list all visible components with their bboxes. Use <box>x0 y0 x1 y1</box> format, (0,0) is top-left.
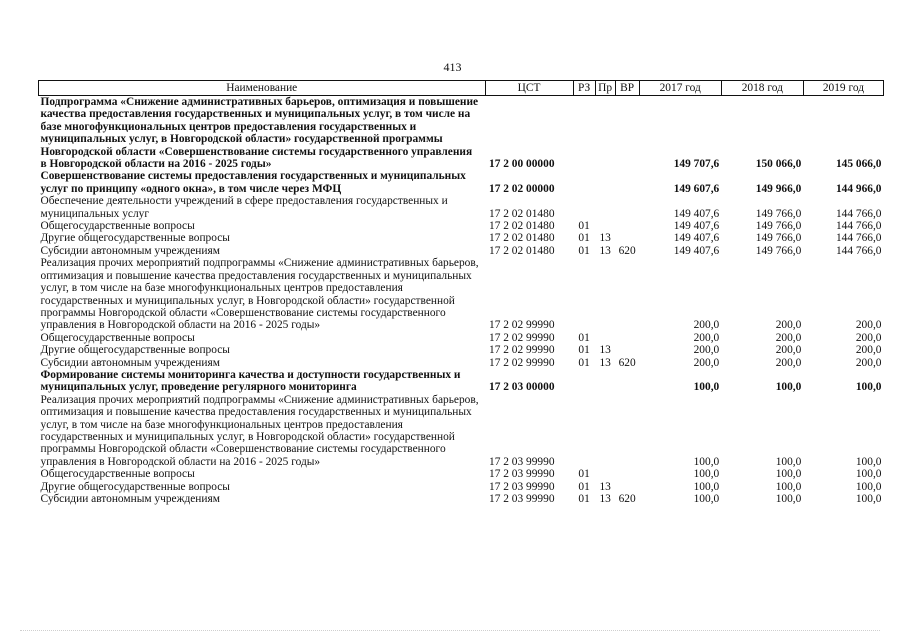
row-cst-cell: 17 2 02 99990 <box>489 344 555 357</box>
row-2018-cell: 100,0 <box>775 381 802 394</box>
row-2017-cell: 149 407,6 <box>673 244 720 257</box>
row-rz-cell: 01 <box>578 356 590 369</box>
header-2017: 2017 год <box>639 81 721 96</box>
row-name-cell: Другие общегосударственные вопросы <box>40 480 230 493</box>
row-cst-cell: 17 2 02 01480 <box>489 232 555 245</box>
row-rz-cell: 01 <box>578 331 590 344</box>
table-row <box>39 468 884 480</box>
table-row <box>39 245 884 257</box>
row-2019-cell: 100,0 <box>855 480 882 493</box>
row-name-cell: Субсидии автономным учреждениям <box>40 244 220 257</box>
header-2019: 2019 год <box>803 81 883 96</box>
row-name-cell: Общегосударственные вопросы <box>40 220 195 233</box>
table-row <box>39 195 884 220</box>
row-pr-cell <box>595 96 615 171</box>
row-pr-cell: 13 <box>599 344 611 357</box>
table-body <box>39 96 884 506</box>
row-2019-cell: 100,0 <box>855 493 882 505</box>
table-row <box>39 357 884 369</box>
row-name-cell: Совершенствование системы предоставления государственных и муниципальных услуг по принципу «одного окна», в том числе через МФЦ <box>40 170 466 195</box>
row-cst-cell: 17 2 03 99990 <box>489 480 555 493</box>
row-2019-cell: 200,0 <box>855 344 882 357</box>
row-name-cell: Субсидии автономным учреждениям <box>40 356 220 369</box>
row-2017-cell: 200,0 <box>693 356 720 369</box>
row-vr-cell: 620 <box>618 244 636 257</box>
row-pr-cell <box>595 394 615 468</box>
row-cst-cell: 17 2 02 00000 <box>489 182 555 195</box>
row-vr-cell <box>615 232 639 244</box>
row-cst-cell: 17 2 03 00000 <box>489 381 555 394</box>
row-rz-cell: 01 <box>578 344 590 357</box>
row-2018-cell: 150 066,0 <box>755 158 802 171</box>
row-2017-cell: 100,0 <box>693 480 720 493</box>
row-name-cell: Другие общегосударственные вопросы <box>40 232 230 245</box>
row-rz-cell: 01 <box>578 493 590 505</box>
row-pr-cell: 13 <box>599 244 611 257</box>
table-row <box>39 344 884 356</box>
row-2019-cell: 145 066,0 <box>835 158 882 171</box>
row-vr-cell <box>615 195 639 220</box>
row-vr-cell: 620 <box>618 356 636 369</box>
row-cst-cell: 17 2 02 01480 <box>489 207 555 220</box>
page-number: 413 <box>443 60 462 74</box>
row-2018-cell: 100,0 <box>775 493 802 505</box>
row-cst-cell: 17 2 03 99990 <box>489 468 555 481</box>
row-2017-cell: 149 607,6 <box>673 182 720 195</box>
row-vr-cell <box>615 468 639 480</box>
row-pr-cell: 13 <box>599 356 611 369</box>
row-2018-cell: 200,0 <box>775 344 802 357</box>
row-2018-cell: 149 966,0 <box>755 182 802 195</box>
row-rz-cell: 01 <box>578 244 590 257</box>
row-cst-cell: 17 2 03 99990 <box>489 455 555 468</box>
row-name-cell: Формирование системы мониторинга качества и доступности государственных и муниципальных услуг, проведение регулярного мониторинга <box>40 368 461 394</box>
row-2019-cell: 200,0 <box>855 356 882 369</box>
table-row <box>39 481 884 493</box>
header-name: Наименование <box>39 81 486 96</box>
row-2019-cell: 144 766,0 <box>835 244 882 257</box>
row-vr-cell <box>615 481 639 493</box>
budget-table <box>38 80 884 505</box>
row-pr-cell <box>595 170 615 195</box>
row-rz-cell <box>573 257 595 331</box>
row-2019-cell: 200,0 <box>855 319 882 332</box>
row-2018-cell: 100,0 <box>775 455 802 468</box>
row-pr-cell <box>595 369 615 394</box>
row-rz-cell <box>573 394 595 468</box>
table-row <box>39 369 884 394</box>
header-pr: Пр <box>595 81 615 96</box>
header-cst: ЦСТ <box>485 81 573 96</box>
row-cst-cell: 17 2 02 99990 <box>489 331 555 344</box>
row-2018-cell: 200,0 <box>775 356 802 369</box>
row-2017-cell: 100,0 <box>693 468 720 481</box>
row-pr-cell <box>595 468 615 480</box>
row-name-cell: Другие общегосударственные вопросы <box>40 344 230 357</box>
row-name-cell: Реализация прочих мероприятий подпрограммы «Снижение административных барьеров, оптимизация и повышение качества предоставления государственных и муниципальных услуг, в том числе на базе многофункциональных центров предоставления государственных и муниципальных услуг, в Новгородской области» государственной программы Новгородской области «Совершенствование системы государственного управления в Новгородской области на 2016 - 2025 годы» <box>40 257 479 332</box>
row-2018-cell: 149 766,0 <box>755 207 802 220</box>
row-vr-cell <box>615 257 639 331</box>
table-row <box>39 232 884 244</box>
row-name-cell: Общегосударственные вопросы <box>40 468 195 481</box>
table-row <box>39 96 884 171</box>
row-2019-cell: 144 766,0 <box>835 207 882 220</box>
table-header <box>39 81 884 96</box>
row-pr-cell: 13 <box>599 480 611 493</box>
row-2017-cell: 149 707,6 <box>673 158 720 171</box>
row-cst-cell: 17 2 02 99990 <box>489 319 555 332</box>
row-2018-cell: 100,0 <box>775 468 802 481</box>
row-2017-cell: 149 407,6 <box>673 207 720 220</box>
row-2018-cell: 100,0 <box>775 480 802 493</box>
row-rz-cell: 01 <box>578 232 590 245</box>
row-vr-cell: 620 <box>618 493 636 505</box>
table-row <box>39 170 884 195</box>
table-row <box>39 493 884 505</box>
row-2017-cell: 200,0 <box>693 319 720 332</box>
row-pr-cell <box>595 195 615 220</box>
row-2018-cell: 149 766,0 <box>755 244 802 257</box>
row-2017-cell: 100,0 <box>693 455 720 468</box>
row-rz-cell: 01 <box>578 220 590 233</box>
header-row <box>39 81 884 96</box>
header-vr: ВР <box>615 81 639 96</box>
row-2019-cell: 100,0 <box>855 468 882 481</box>
row-cst-cell: 17 2 02 01480 <box>489 220 555 233</box>
row-vr-cell <box>615 344 639 356</box>
table-row <box>39 220 884 232</box>
scan-artifact-line <box>20 630 880 632</box>
row-rz-cell: 01 <box>578 468 590 481</box>
header-rz: РЗ <box>573 81 595 96</box>
row-cst-cell: 17 2 02 99990 <box>489 356 555 369</box>
row-cst-cell: 17 2 03 99990 <box>489 493 555 505</box>
row-2017-cell: 100,0 <box>693 381 720 394</box>
row-rz-cell: 01 <box>578 480 590 493</box>
row-pr-cell: 13 <box>599 493 611 505</box>
row-2018-cell: 200,0 <box>775 331 802 344</box>
header-2018: 2018 год <box>721 81 803 96</box>
row-name-cell: Общегосударственные вопросы <box>40 331 195 344</box>
row-2017-cell: 200,0 <box>693 344 720 357</box>
row-name-cell: Обеспечение деятельности учреждений в сфере предоставления государственных и муниципальных услуг <box>40 195 448 220</box>
row-cst-cell: 17 2 00 00000 <box>489 158 555 171</box>
row-cst-cell: 17 2 02 01480 <box>489 244 555 257</box>
row-pr-cell <box>595 257 615 331</box>
row-rz-cell <box>573 96 595 171</box>
row-2017-cell: 149 407,6 <box>673 232 720 245</box>
row-rz-cell <box>573 170 595 195</box>
row-rz-cell <box>573 369 595 394</box>
row-rz-cell <box>573 195 595 220</box>
table-row <box>39 394 884 468</box>
row-2019-cell: 144 766,0 <box>835 232 882 245</box>
row-vr-cell <box>615 96 639 171</box>
row-vr-cell <box>615 170 639 195</box>
row-vr-cell <box>615 394 639 468</box>
row-2018-cell: 149 766,0 <box>755 232 802 245</box>
row-vr-cell <box>615 332 639 344</box>
row-name-cell: Подпрограмма «Снижение административных барьеров, оптимизация и повышение качества предоставления государственных и муниципальных услуг, в том числе на базе многофункциональных центров предоставления государственных и муниципальных услуг, в Новгородской области» государственной программы Новгородской области «Совершенствование системы государственного управления в Новгородской области на 2016 - 2025 годы» <box>40 96 479 171</box>
table-row <box>39 257 884 331</box>
row-name-cell: Субсидии автономным учреждениям <box>40 493 220 505</box>
row-pr-cell: 13 <box>599 232 611 245</box>
row-name-cell: Реализация прочих мероприятий подпрограммы «Снижение административных барьеров, оптимизация и повышение качества предоставления государственных и муниципальных услуг, в том числе на базе многофункциональных центров предоставления государственных и муниципальных услуг, в Новгородской области» государственной программы Новгородской области «Совершенствование системы государственного управления в Новгородской области на 2016 - 2025 годы» <box>40 393 479 468</box>
row-2019-cell: 144 766,0 <box>835 220 882 233</box>
row-2018-cell: 149 766,0 <box>755 220 802 233</box>
row-2019-cell: 144 966,0 <box>835 182 882 195</box>
row-2018-cell: 200,0 <box>775 319 802 332</box>
row-pr-cell <box>595 220 615 232</box>
row-vr-cell <box>615 369 639 394</box>
row-2019-cell: 100,0 <box>855 455 882 468</box>
row-2019-cell: 200,0 <box>855 331 882 344</box>
row-vr-cell <box>615 220 639 232</box>
row-2017-cell: 100,0 <box>693 493 720 505</box>
table-row <box>39 332 884 344</box>
row-2019-cell: 100,0 <box>855 381 882 394</box>
row-2017-cell: 149 407,6 <box>673 220 720 233</box>
row-pr-cell <box>595 332 615 344</box>
row-2017-cell: 200,0 <box>693 331 720 344</box>
